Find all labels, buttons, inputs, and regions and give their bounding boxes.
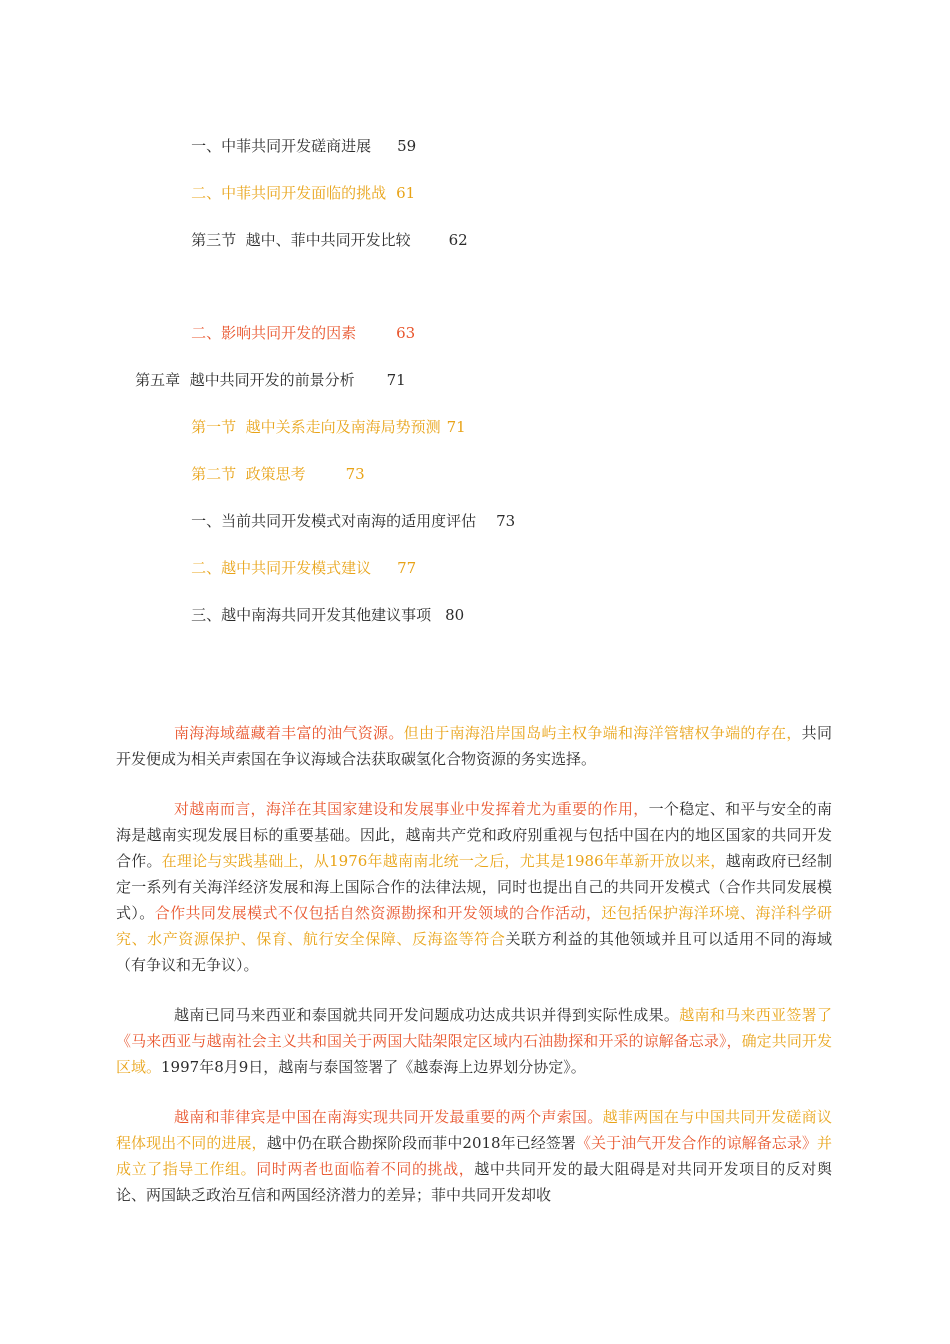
- paragraph: [116, 1002, 832, 1080]
- text-run: 越南和马来西亚签署了: [679, 1006, 832, 1024]
- text-run: 对越南而言，海洋在其国家建设和发展事业中发挥着尤为重要的作用，: [174, 800, 649, 818]
- toc-entry-page: 73: [345, 465, 365, 483]
- text-run: 共同开发便成为相关声索国在争议海域合法获取碳氢化合物资源的务实选择。: [116, 724, 832, 768]
- toc-entry[interactable]: [172, 585, 464, 645]
- text-run: 《关于油气开发合作的谅解备忘录》: [575, 1134, 817, 1152]
- toc-entry-page: 73: [496, 512, 516, 530]
- text-run: 越南政府已经制定一系列有关海洋经济发展和海上国际合作的法律法规，同时也提出自己的共同开发模式（合作共同发展模式）。: [116, 852, 832, 922]
- text-run: 1997年8月9日，越南与泰国签署了《越泰海上边界划分协定》。: [161, 1058, 586, 1076]
- toc-entry-page: 71: [446, 418, 466, 436]
- toc-entry-title: 二、影响共同开发的因素: [191, 324, 357, 342]
- toc-entry-page: 61: [396, 184, 416, 202]
- text-run: 越南已同马来西亚和泰国就共同开发问题成功达成共识并得到实际性成果。: [174, 1006, 680, 1024]
- toc-entry-title: 三、越中南海共同开发其他建议事项: [191, 606, 432, 624]
- toc-entry-page: 71: [386, 371, 406, 389]
- toc-entry[interactable]: [172, 210, 468, 270]
- paragraph: [116, 1104, 832, 1208]
- toc-entry-title: 第五章 越中共同开发的前景分析: [135, 371, 355, 389]
- toc-entry-page: 62: [448, 231, 468, 249]
- text-run: 越南和菲律宾是中国在南海实现共同开发最重要的两个声索国。: [174, 1108, 603, 1126]
- text-run: 但由于南海沿岸国岛屿主权争端和海洋管辖权争端的存在，: [403, 724, 802, 742]
- text-run: 越中共同开发的最大阻碍是对共同开发项目的反对舆论、两国缺乏政治互信和两国经济潜力的差异；菲中共同开发却收: [116, 1160, 832, 1204]
- toc-entry-title: 第二节 政策思考: [191, 465, 306, 483]
- text-run: 确定共同开发区域。: [116, 1032, 832, 1076]
- text-run: 越菲两国在与中国共同开发磋商议程体现出不同的进展，: [116, 1108, 832, 1152]
- toc-entry-title: 第三节 越中、菲中共同开发比较: [191, 231, 411, 249]
- text-run: 并成立了指导工作组。: [116, 1134, 832, 1178]
- text-run: 合作共同发展模式不仅包括自然资源勘探和开发领域的合作活动，: [154, 904, 602, 922]
- toc-entry-title: 一、中菲共同开发磋商进展: [191, 137, 372, 155]
- text-run: 南海海域蕴藏着丰富的油气资源。: [174, 724, 404, 742]
- body-text: [116, 720, 832, 1208]
- toc-entry-page: 59: [397, 137, 417, 155]
- text-run: 关联方利益的其他领域并且可以适用不同的海域（有争议和无争议）。: [116, 930, 832, 974]
- text-run: 还包括保护海洋环境、海洋科学研究、水产资源保护、保育、航行安全保障、反海盗等符合: [116, 904, 832, 948]
- toc-entry-page: 77: [397, 559, 417, 577]
- text-run: 越中仍在联合勘探阶段而菲中2018年已经签署: [266, 1134, 576, 1152]
- toc-entry-title: 一、当前共同开发模式对南海的适用度评估: [191, 512, 477, 530]
- paragraph: [116, 720, 832, 772]
- toc-entry-page: 63: [396, 324, 416, 342]
- toc-entry-title: 二、越中共同开发模式建议: [191, 559, 372, 577]
- toc-entry-title: 二、中菲共同开发面临的挑战: [191, 184, 387, 202]
- toc-entry-title: 第一节 越中关系走向及南海局势预测: [191, 418, 441, 436]
- toc-entry-page: 80: [445, 606, 465, 624]
- text-run: 在理论与实践基础上，从1976年越南南北统一之后，尤其是1986年革新开放以来，: [161, 852, 726, 870]
- text-run: 《马来西亚与越南社会主义共和国关于两国大陆架限定区域内石油勘探和开采的谅解备忘录》，: [116, 1032, 742, 1050]
- text-run: 同时两者也面临着不同的挑战，: [256, 1160, 475, 1178]
- paragraph: [116, 796, 832, 978]
- text-run: 一个稳定、和平与安全的南海是越南实现发展目标的重要基础。因此，越南共产党和政府别重视与包括中国在内的地区国家的共同开发合作。: [116, 800, 832, 870]
